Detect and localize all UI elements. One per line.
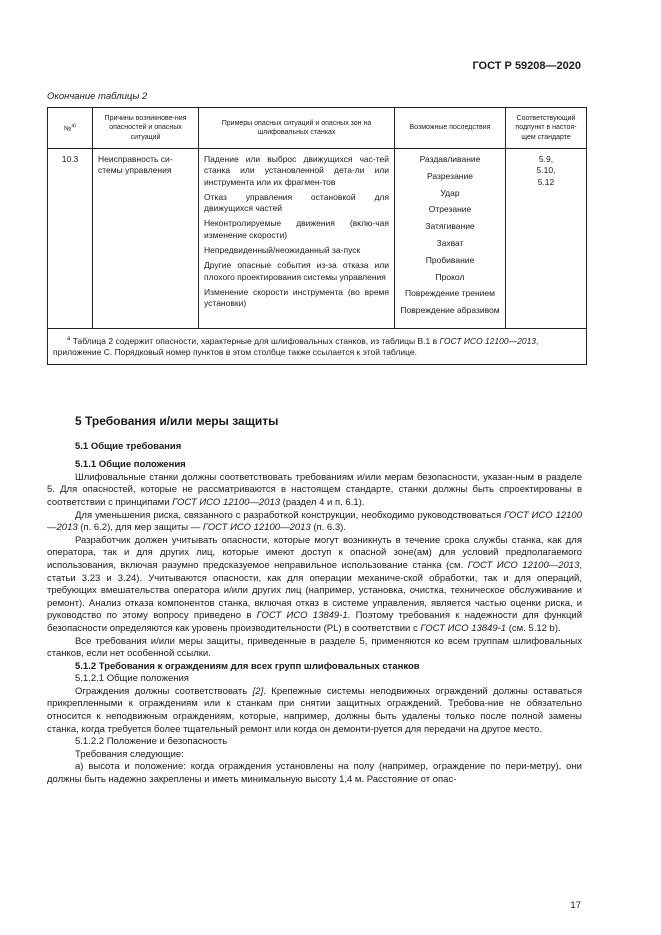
subsection-title: 5.1 Общие требования	[75, 440, 182, 452]
ref-item: 5.12	[537, 176, 555, 187]
row-cause: Неисправность си-стемы управления	[93, 149, 199, 329]
table-footnote	[48, 328, 587, 364]
example-item: Падение или выброс движущихся час-тей станка или установленной дета-ли или инструмента или их фрагмен-тов	[204, 154, 389, 187]
main-text	[47, 415, 582, 787]
text-run: Для уменьшения риска, связанного с разработкой конструкции, необходимо руководствоваться	[75, 509, 505, 521]
footnote-text: Таблица 2 содержит опасности, характерные для шлифовальных станков, из таблицы В.1 в	[70, 335, 440, 346]
standard-ref: ГОСТ ИСО 12100—2013	[47, 509, 582, 534]
header-consequences: Возможные последствия	[395, 108, 506, 149]
text-run: Ограждения должны соответствовать	[75, 685, 253, 697]
document-id: ГОСТ Р 59208—2020	[472, 60, 581, 72]
paragraph	[47, 535, 582, 636]
header-examples: Примеры опасных ситуаций и опасных зон на шлифовальных станках	[199, 108, 395, 149]
paragraph	[47, 686, 582, 736]
row-refs	[506, 149, 587, 329]
text-run: Шлифовальные станки должны соответствовать требованиям и/или мерам безопасности, указан-ным в разделе 5. Для опасностей, которые не рассматриваются в настоящем стандарте, станки должны быть спроектированы в соответствии с принципами	[47, 471, 582, 508]
standard-ref: ГОСТ ИСО 12100—2013	[172, 496, 281, 508]
paragraph	[47, 510, 582, 535]
ref-item: 5.10,	[536, 165, 556, 176]
table-row	[48, 149, 587, 329]
footnote-text: , приложение С. Порядковый номер пунктов в этом столбце также ссылается к этой таблице.	[53, 335, 539, 358]
paragraph: Требования следующие:	[75, 748, 184, 760]
table-caption: Окончание таблицы 2	[47, 91, 148, 102]
consequence-item: Удар	[440, 187, 460, 198]
consequence-item: Пробивание	[425, 254, 475, 265]
paragraph: Все требования и/или меры защиты, приведенные в разделе 5, применяются ко всем группам шлифовальных станков, если нет особенной ссылки.	[47, 635, 582, 660]
consequence-item: Затягивание	[425, 221, 475, 232]
text-run: . Крепежные системы неподвижных ограждений должны оставаться прикрепленными к ограждениям или к станкам при снятии защитных ограждений. Требова-ние не обязательно относится к неподвижным ограждениям, которые, например, должны быть удалены только после полной замены станка, когда требуется более тщательный ремонт или когда он демонти-руется для передачи на другое место.	[47, 685, 582, 735]
standard-ref: ГОСТ ИСО 13849-1	[256, 610, 348, 622]
clause-title: 5.1.2.1 Общие положения	[75, 673, 189, 685]
text-run: Разработчик должен учитывать опасности, которые могут возникнуть в течение срока службы станка, как для оператора, так и для других лиц, которые имеют доступ к опасной зоне(ам) для условий предполагаемого использования, включая разумно предсказуемое неправильное использование станка (см.	[47, 534, 582, 571]
text-run: (п. 6.2), для мер защиты —	[77, 522, 203, 534]
text-run: (см. 5.12 b).	[506, 622, 561, 634]
text-run: (п. 6.3).	[310, 522, 346, 534]
header-refs: Соответствующий подпункт в настоя-щем стандарте	[506, 108, 587, 149]
consequence-item: Разрезание	[427, 170, 473, 181]
standard-ref: ГОСТ ИСО 12100—2013	[467, 559, 580, 571]
paragraph	[47, 472, 582, 510]
text-run: (раздел 4 и п. 6.1).	[280, 496, 365, 508]
standard-ref: ГОСТ ИСО 13849-1	[420, 622, 507, 634]
header-num-sup: а)	[71, 123, 76, 130]
footnote-mark: а	[67, 335, 71, 342]
header-num	[48, 108, 93, 149]
header-num-label: №	[64, 125, 72, 133]
clause-title: 5.1.2.2 Положение и безопасность	[75, 736, 228, 748]
consequence-item: Повреждение трением	[405, 288, 495, 299]
row-consequences	[395, 149, 506, 329]
page-number: 17	[570, 900, 581, 911]
text-run: . Поэтому требования к надежности для функций безопасности определяются как уровень производительности (PL) в соответствии с	[47, 610, 583, 634]
footnote-ref: ГОСТ ИСО 12100—2013	[439, 335, 537, 346]
standard-ref: ГОСТ ИСО 12100—2013	[202, 522, 311, 534]
example-item: Неконтролируемые движения (вклю-чая изменение скорости)	[204, 218, 389, 240]
consequence-item: Прокол	[435, 271, 465, 282]
example-item: Изменение скорости инструмента (во время установки)	[204, 286, 389, 309]
row-examples	[199, 149, 395, 329]
section-title: 5 Требования и/или меры защиты	[75, 414, 279, 428]
subsubsection-title: 5.1.1 Общие положения	[75, 459, 186, 471]
row-num: 10.3	[48, 149, 93, 329]
consequence-item: Захват	[436, 237, 464, 248]
ref-item: 5.9,	[538, 154, 554, 164]
header-cause: Причины возникнове-ния опасностей и опасных ситуаций	[93, 108, 199, 149]
consequence-item: Раздавливание	[419, 154, 481, 164]
hazards-table	[47, 107, 587, 365]
bibliography-ref: [2]	[252, 685, 264, 697]
example-item: Другие опасные события из-за отказа или плохого проектирования системы управления	[204, 260, 389, 282]
consequence-item: Отрезание	[428, 204, 472, 215]
consequence-item: Повреждение абразивом	[400, 305, 500, 316]
text-run: , статьи 3.23 и 3.24). Учитываются опасности, как для операции механиче-ской обработки, так и для операций, требующих вмешательства оператора и/или других лиц (например, установка, очистка, техническое обслуживание и ремонт). Анализ отказа компонентов станка, включая отказ в системе управления, является частью оценки риска, и руководство по этому вопросу приведено в	[47, 559, 582, 622]
subsubsection-title: 5.1.2 Требования к ограждениям для всех групп шлифовальных станков	[75, 660, 420, 672]
paragraph: а) высота и положение: когда ограждения установлены на полу (например, ограждение по пери-метру), они должны быть надежно закреплены и иметь минимальную высоту 1,4 м. Расстояние от опас-	[47, 761, 582, 786]
example-item: Непредвиденный/неожиданный за-пуск	[204, 245, 361, 256]
table-note-row	[48, 328, 587, 364]
example-item: Отказ управления остановкой для движущихся частей	[204, 191, 389, 214]
table-header-row	[48, 108, 587, 149]
